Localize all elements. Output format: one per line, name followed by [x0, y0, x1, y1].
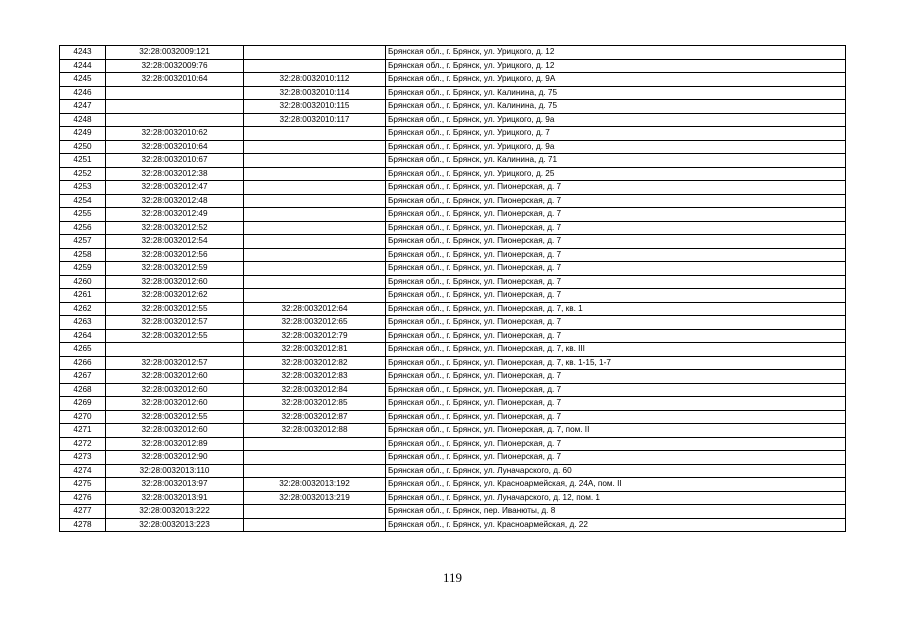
table-row: [60, 275, 846, 289]
address-cell: Брянская обл., г. Брянск, ул. Пионерская, д. 7: [386, 289, 846, 303]
address-cell: Брянская обл., г. Брянск, ул. Урицкого, д. 9А: [386, 73, 846, 87]
address-cell: Брянская обл., г. Брянск, ул. Пионерская, д. 7: [386, 370, 846, 384]
related-cadastral-number-cell: 32:28:0032012:79: [244, 329, 386, 343]
related-cadastral-number-cell: [244, 248, 386, 262]
table-row: [60, 127, 846, 141]
cadastral-number-cell: 32:28:0032012:60: [106, 383, 244, 397]
row-number-cell: 4249: [60, 127, 106, 141]
row-number-cell: 4256: [60, 221, 106, 235]
row-number-cell: 4259: [60, 262, 106, 276]
address-cell: Брянская обл., г. Брянск, ул. Пионерская, д. 7: [386, 194, 846, 208]
address-cell: Брянская обл., г. Брянск, ул. Урицкого, д. 9а: [386, 113, 846, 127]
table-row: [60, 154, 846, 168]
cadastral-number-cell: [106, 100, 244, 114]
address-cell: Брянская обл., г. Брянск, ул. Урицкого, д. 12: [386, 59, 846, 73]
cadastral-number-cell: 32:28:0032012:90: [106, 451, 244, 465]
table-row: [60, 140, 846, 154]
address-cell: Брянская обл., г. Брянск, ул. Пионерская, д. 7: [386, 410, 846, 424]
row-number-cell: 4255: [60, 208, 106, 222]
address-cell: Брянская обл., г. Брянск, ул. Калинина, д. 71: [386, 154, 846, 168]
table-row: [60, 262, 846, 276]
cadastral-number-cell: 32:28:0032013:222: [106, 505, 244, 519]
related-cadastral-number-cell: 32:28:0032012:88: [244, 424, 386, 438]
related-cadastral-number-cell: 32:28:0032012:65: [244, 316, 386, 330]
related-cadastral-number-cell: [244, 46, 386, 60]
table-row: [60, 208, 846, 222]
row-number-cell: 4267: [60, 370, 106, 384]
related-cadastral-number-cell: [244, 59, 386, 73]
address-cell: Брянская обл., г. Брянск, ул. Урицкого, д. 7: [386, 127, 846, 141]
cadastral-number-cell: 32:28:0032009:121: [106, 46, 244, 60]
row-number-cell: 4264: [60, 329, 106, 343]
related-cadastral-number-cell: 32:28:0032013:192: [244, 478, 386, 492]
table-row: [60, 343, 846, 357]
table-row: [60, 505, 846, 519]
row-number-cell: 4252: [60, 167, 106, 181]
row-number-cell: 4268: [60, 383, 106, 397]
cadastral-number-cell: 32:28:0032009:76: [106, 59, 244, 73]
address-cell: Брянская обл., г. Брянск, ул. Пионерская, д. 7: [386, 262, 846, 276]
row-number-cell: 4263: [60, 316, 106, 330]
table-row: [60, 86, 846, 100]
related-cadastral-number-cell: [244, 154, 386, 168]
row-number-cell: 4244: [60, 59, 106, 73]
cadastral-number-cell: 32:28:0032010:64: [106, 140, 244, 154]
related-cadastral-number-cell: 32:28:0032010:112: [244, 73, 386, 87]
row-number-cell: 4270: [60, 410, 106, 424]
cadastral-number-cell: 32:28:0032013:97: [106, 478, 244, 492]
address-cell: Брянская обл., г. Брянск, ул. Урицкого, д. 9а: [386, 140, 846, 154]
cadastral-number-cell: 32:28:0032012:49: [106, 208, 244, 222]
row-number-cell: 4276: [60, 491, 106, 505]
cadastral-number-cell: 32:28:0032012:60: [106, 370, 244, 384]
cadastral-number-cell: 32:28:0032013:110: [106, 464, 244, 478]
address-cell: Брянская обл., г. Брянск, пер. Иванюты, д. 8: [386, 505, 846, 519]
related-cadastral-number-cell: 32:28:0032012:64: [244, 302, 386, 316]
cadastral-number-cell: 32:28:0032012:54: [106, 235, 244, 249]
table-row: [60, 478, 846, 492]
cadastral-number-cell: 32:28:0032012:55: [106, 410, 244, 424]
row-number-cell: 4248: [60, 113, 106, 127]
related-cadastral-number-cell: [244, 235, 386, 249]
address-cell: Брянская обл., г. Брянск, ул. Пионерская, д. 7: [386, 181, 846, 195]
row-number-cell: 4277: [60, 505, 106, 519]
address-cell: Брянская обл., г. Брянск, ул. Пионерская, д. 7, кв. 1: [386, 302, 846, 316]
address-cell: Брянская обл., г. Брянск, ул. Пионерская, д. 7: [386, 316, 846, 330]
related-cadastral-number-cell: [244, 437, 386, 451]
row-number-cell: 4273: [60, 451, 106, 465]
address-cell: Брянская обл., г. Брянск, ул. Пионерская, д. 7, кв. III: [386, 343, 846, 357]
address-cell: Брянская обл., г. Брянск, ул. Урицкого, д. 25: [386, 167, 846, 181]
row-number-cell: 4243: [60, 46, 106, 60]
row-number-cell: 4250: [60, 140, 106, 154]
related-cadastral-number-cell: [244, 505, 386, 519]
address-cell: Брянская обл., г. Брянск, ул. Пионерская, д. 7: [386, 329, 846, 343]
cadastral-number-cell: 32:28:0032012:57: [106, 356, 244, 370]
row-number-cell: 4272: [60, 437, 106, 451]
related-cadastral-number-cell: [244, 208, 386, 222]
row-number-cell: 4262: [60, 302, 106, 316]
address-cell: Брянская обл., г. Брянск, ул. Красноармейская, д. 24А, пом. II: [386, 478, 846, 492]
address-cell: Брянская обл., г. Брянск, ул. Пионерская, д. 7: [386, 221, 846, 235]
row-number-cell: 4258: [60, 248, 106, 262]
address-cell: Брянская обл., г. Брянск, ул. Пионерская, д. 7: [386, 208, 846, 222]
related-cadastral-number-cell: [244, 221, 386, 235]
table-row: [60, 464, 846, 478]
table-row: [60, 370, 846, 384]
cadastral-number-cell: 32:28:0032012:55: [106, 329, 244, 343]
address-cell: Брянская обл., г. Брянск, ул. Урицкого, д. 12: [386, 46, 846, 60]
related-cadastral-number-cell: 32:28:0032012:87: [244, 410, 386, 424]
address-cell: Брянская обл., г. Брянск, ул. Пионерская, д. 7: [386, 437, 846, 451]
row-number-cell: 4278: [60, 518, 106, 532]
address-cell: Брянская обл., г. Брянск, ул. Пионерская, д. 7: [386, 397, 846, 411]
related-cadastral-number-cell: [244, 194, 386, 208]
cadastral-number-cell: 32:28:0032012:47: [106, 181, 244, 195]
related-cadastral-number-cell: [244, 275, 386, 289]
related-cadastral-number-cell: [244, 181, 386, 195]
row-number-cell: 4251: [60, 154, 106, 168]
address-cell: Брянская обл., г. Брянск, ул. Пионерская, д. 7: [386, 275, 846, 289]
table-row: [60, 289, 846, 303]
row-number-cell: 4254: [60, 194, 106, 208]
table-row: [60, 302, 846, 316]
cadastral-registry-table: [59, 45, 846, 532]
table-row: [60, 397, 846, 411]
cadastral-number-cell: 32:28:0032010:62: [106, 127, 244, 141]
related-cadastral-number-cell: [244, 464, 386, 478]
row-number-cell: 4271: [60, 424, 106, 438]
address-cell: Брянская обл., г. Брянск, ул. Пионерская, д. 7: [386, 451, 846, 465]
cadastral-number-cell: 32:28:0032012:52: [106, 221, 244, 235]
table-row: [60, 491, 846, 505]
cadastral-number-cell: [106, 113, 244, 127]
table-row: [60, 113, 846, 127]
related-cadastral-number-cell: [244, 518, 386, 532]
related-cadastral-number-cell: 32:28:0032012:85: [244, 397, 386, 411]
related-cadastral-number-cell: [244, 262, 386, 276]
table-body: [60, 46, 846, 532]
related-cadastral-number-cell: 32:28:0032013:219: [244, 491, 386, 505]
cadastral-number-cell: 32:28:0032010:64: [106, 73, 244, 87]
cadastral-number-cell: 32:28:0032012:55: [106, 302, 244, 316]
table-row: [60, 424, 846, 438]
address-cell: Брянская обл., г. Брянск, ул. Красноармейская, д. 22: [386, 518, 846, 532]
cadastral-number-cell: 32:28:0032012:48: [106, 194, 244, 208]
cadastral-number-cell: [106, 343, 244, 357]
table-row: [60, 410, 846, 424]
related-cadastral-number-cell: 32:28:0032010:114: [244, 86, 386, 100]
row-number-cell: 4247: [60, 100, 106, 114]
address-cell: Брянская обл., г. Брянск, ул. Пионерская, д. 7, пом. II: [386, 424, 846, 438]
row-number-cell: 4257: [60, 235, 106, 249]
table-row: [60, 235, 846, 249]
cadastral-number-cell: 32:28:0032013:91: [106, 491, 244, 505]
related-cadastral-number-cell: [244, 167, 386, 181]
table-row: [60, 437, 846, 451]
cadastral-number-cell: 32:28:0032012:62: [106, 289, 244, 303]
row-number-cell: 4261: [60, 289, 106, 303]
cadastral-number-cell: 32:28:0032012:57: [106, 316, 244, 330]
related-cadastral-number-cell: [244, 140, 386, 154]
table-row: [60, 383, 846, 397]
cadastral-number-cell: 32:28:0032010:67: [106, 154, 244, 168]
related-cadastral-number-cell: 32:28:0032012:82: [244, 356, 386, 370]
cadastral-number-cell: 32:28:0032012:59: [106, 262, 244, 276]
table-row: [60, 100, 846, 114]
table-row: [60, 59, 846, 73]
table-row: [60, 356, 846, 370]
address-cell: Брянская обл., г. Брянск, ул. Калинина, д. 75: [386, 86, 846, 100]
row-number-cell: 4274: [60, 464, 106, 478]
related-cadastral-number-cell: 32:28:0032012:81: [244, 343, 386, 357]
cadastral-number-cell: 32:28:0032012:60: [106, 424, 244, 438]
table-row: [60, 73, 846, 87]
cadastral-number-cell: 32:28:0032012:56: [106, 248, 244, 262]
address-cell: Брянская обл., г. Брянск, ул. Луначарского, д. 12, пом. 1: [386, 491, 846, 505]
row-number-cell: 4245: [60, 73, 106, 87]
row-number-cell: 4246: [60, 86, 106, 100]
table-row: [60, 451, 846, 465]
cadastral-number-cell: [106, 86, 244, 100]
related-cadastral-number-cell: [244, 289, 386, 303]
page-number: 119: [442, 570, 463, 585]
related-cadastral-number-cell: 32:28:0032010:115: [244, 100, 386, 114]
table-row: [60, 518, 846, 532]
row-number-cell: 4266: [60, 356, 106, 370]
address-cell: Брянская обл., г. Брянск, ул. Пионерская, д. 7: [386, 235, 846, 249]
table-row: [60, 329, 846, 343]
address-cell: Брянская обл., г. Брянск, ул. Калинина, д. 75: [386, 100, 846, 114]
related-cadastral-number-cell: 32:28:0032012:84: [244, 383, 386, 397]
row-number-cell: 4275: [60, 478, 106, 492]
table-row: [60, 194, 846, 208]
row-number-cell: 4260: [60, 275, 106, 289]
related-cadastral-number-cell: 32:28:0032012:83: [244, 370, 386, 384]
table-row: [60, 46, 846, 60]
table-row: [60, 181, 846, 195]
address-cell: Брянская обл., г. Брянск, ул. Пионерская, д. 7: [386, 383, 846, 397]
cadastral-number-cell: 32:28:0032012:60: [106, 397, 244, 411]
row-number-cell: 4253: [60, 181, 106, 195]
related-cadastral-number-cell: [244, 451, 386, 465]
address-cell: Брянская обл., г. Брянск, ул. Луначарского, д. 60: [386, 464, 846, 478]
table-row: [60, 248, 846, 262]
related-cadastral-number-cell: [244, 127, 386, 141]
table-row: [60, 221, 846, 235]
cadastral-number-cell: 32:28:0032012:89: [106, 437, 244, 451]
related-cadastral-number-cell: 32:28:0032010:117: [244, 113, 386, 127]
address-cell: Брянская обл., г. Брянск, ул. Пионерская, д. 7: [386, 248, 846, 262]
cadastral-number-cell: 32:28:0032012:60: [106, 275, 244, 289]
cadastral-number-cell: 32:28:0032013:223: [106, 518, 244, 532]
row-number-cell: 4265: [60, 343, 106, 357]
cadastral-number-cell: 32:28:0032012:38: [106, 167, 244, 181]
table-row: [60, 167, 846, 181]
address-cell: Брянская обл., г. Брянск, ул. Пионерская, д. 7, кв. 1-15, 1-7: [386, 356, 846, 370]
table-row: [60, 316, 846, 330]
row-number-cell: 4269: [60, 397, 106, 411]
